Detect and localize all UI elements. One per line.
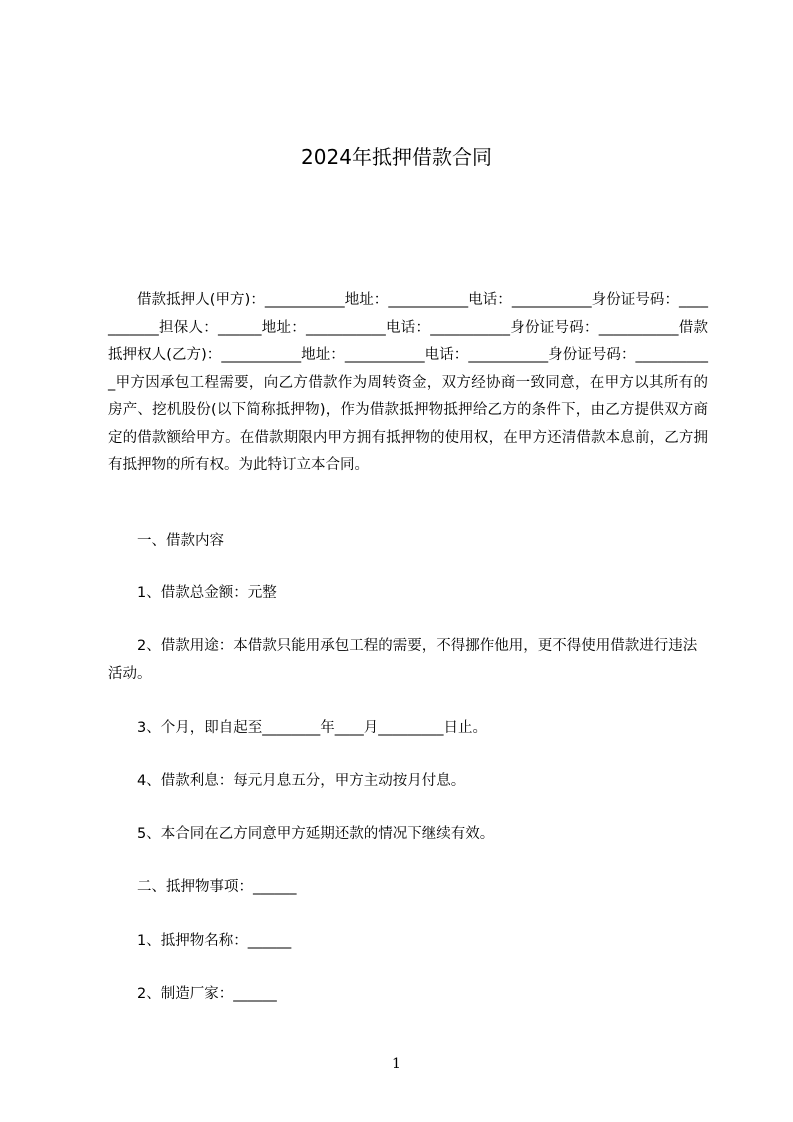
clause-loan-purpose: 2、借款用途：本借款只能用承包工程的需要，不得挪作他用，更不得使用借款进行违法活动。	[108, 638, 698, 682]
clause-collateral-name: 1、抵押物名称：______	[137, 933, 292, 949]
clause-loan-term: 3、个月，即自起至________年____月_________日止。	[137, 720, 487, 736]
clause-contract-validity: 5、本合同在乙方同意甲方延期还款的情况下继续有效。	[137, 826, 495, 842]
document-title: 2024年抵押借款合同	[301, 145, 492, 169]
clause-loan-amount: 1、借款总金额：元整	[137, 585, 277, 601]
clause-loan-interest: 4、借款利息：每元月息五分，甲方主动按月付息。	[137, 773, 466, 789]
clause-manufacturer: 2、制造厂家：______	[137, 986, 277, 1002]
section-heading-loan-content: 一、借款内容	[137, 533, 224, 549]
section-heading-collateral: 二、抵押物事项：______	[137, 879, 297, 895]
page-number: 1	[392, 1056, 401, 1072]
contract-parties-paragraph: 借款抵押人(甲方)：___________地址：___________电话：___________身份证号码：___________担保人：______地址：___________电话：___________身份证号码：___________借款抵押权人(乙方)：___________地址：___________电话：___________身份证号码：___________甲方因承包工程需要，向乙方借款作为周转资金，双方经协商一致同意，在甲方以其所有的房产、挖机股份(以下简称抵押物)，作为借款抵押物抵押给乙方的条件下，由乙方提供双方商定的借款额给甲方。在借款期限内甲方拥有抵押物的使用权，在甲方还清借款本息前，乙方拥有抵押物的所有权。为此特订立本合同。	[108, 292, 708, 473]
